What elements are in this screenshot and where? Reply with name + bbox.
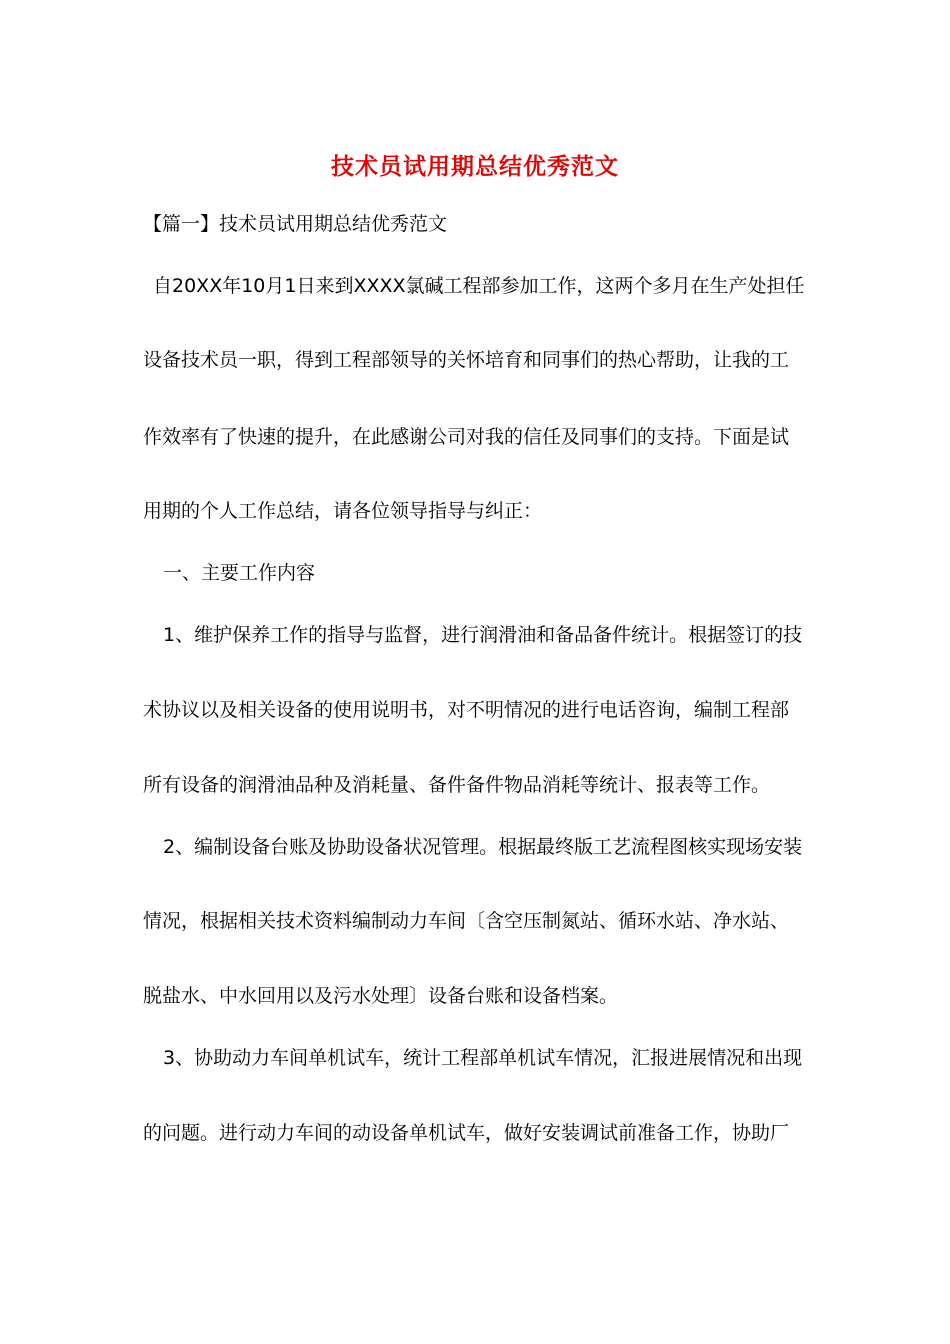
paragraph-line: 所有设备的润滑油品种及消耗量、备件备件物品消耗等统计、报表等工作。 <box>143 774 771 796</box>
paragraph-line: 设备技术员一职，得到工程部领导的关怀培育和同事们的热心帮助，让我的工 <box>143 349 790 371</box>
paragraph-line: 情况，根据相关技术资料编制动力车间〔含空压制氮站、循环水站、净水站、 <box>143 910 790 932</box>
paragraph-line: 自20XX年10月1日来到XXXX氯碱工程部参加工作，这两个多月在生产处担任 <box>153 275 805 297</box>
paragraph-line: 1、维护保养工作的指导与监督，进行润滑油和备品备件统计。根据签订的技 <box>163 624 803 646</box>
paragraph-line: 脱盐水、中水回用以及污水处理〕设备台账和设备档案。 <box>143 985 619 1007</box>
document-title: 技术员试用期总结优秀范文 <box>331 154 619 180</box>
paragraph-line: 用期的个人工作总结，请各位领导指导与纠正： <box>143 500 543 522</box>
subheading-main-work: 一、主要工作内容 <box>163 562 316 584</box>
paragraph-line: 作效率有了快速的提升，在此感谢公司对我的信任及同事们的支持。下面是试 <box>143 426 790 448</box>
section-heading: 【篇一】技术员试用期总结优秀范文 <box>143 213 448 235</box>
paragraph-line: 的问题。进行动力车间的动设备单机试车，做好安装调试前准备工作，协助厂 <box>143 1122 790 1144</box>
paragraph-line: 3、协助动力车间单机试车，统计工程部单机试车情况，汇报进展情况和出现 <box>163 1047 803 1069</box>
paragraph-line: 2、编制设备台账及协助设备状况管理。根据最终版工艺流程图核实现场安装 <box>163 836 803 858</box>
paragraph-line: 术协议以及相关设备的使用说明书，对不明情况的进行电话咨询，编制工程部 <box>143 699 790 721</box>
